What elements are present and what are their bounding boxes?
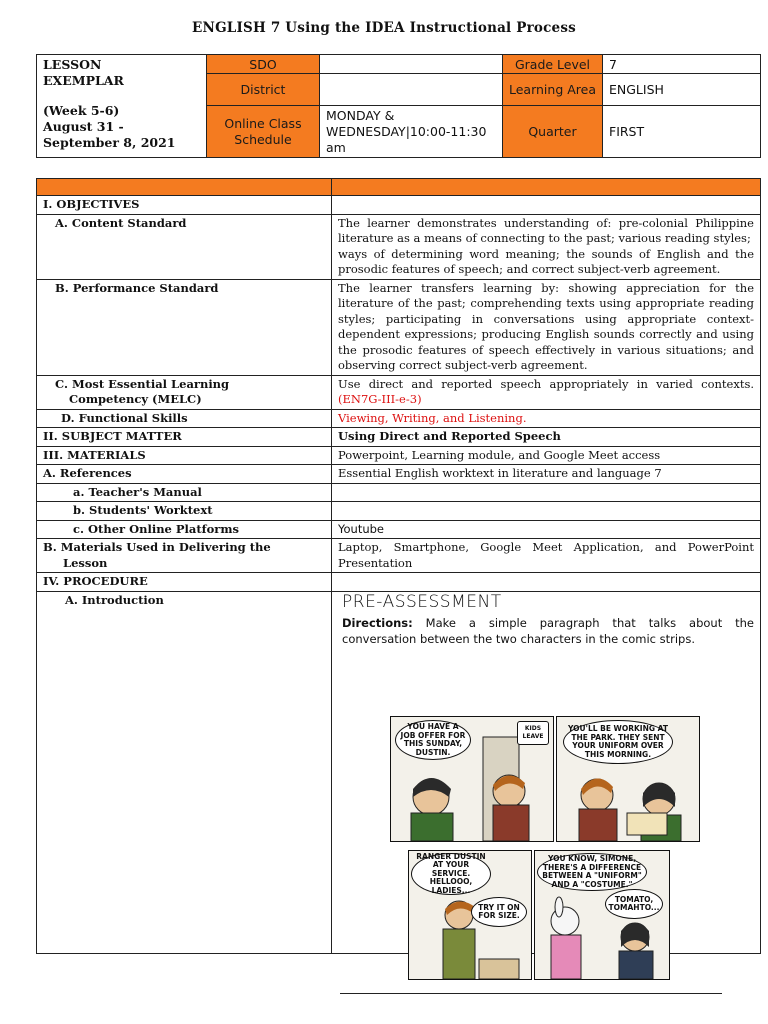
content-standard-text-2: ways of determining word meaning; the sounds of English and the prosodic features of speech; and correct subject-verb agreement. (338, 246, 754, 276)
directions-text: Make a simple paragraph that talks about the conversation between the two characters in the comic strips. (342, 616, 755, 646)
directions-label: Directions: (342, 616, 413, 630)
comic-bubble-4: TRY IT ON FOR SIZE. (471, 897, 527, 927)
table-header-row (37, 179, 761, 196)
delivering-materials-value: Laptop, Smartphone, Google Meet Application, and PowerPoint Presentation (332, 539, 761, 573)
materials-label: III. MATERIALS (37, 446, 332, 465)
table-row (37, 279, 761, 375)
learning-area-label: Learning Area (503, 74, 603, 106)
melc-text: Use direct and reported speech appropriately in varied contexts. (338, 376, 754, 391)
online-platforms-label: c. Other Online Platforms (37, 520, 332, 539)
performance-standard-value: The learner transfers learning by: showing appreciation for the literature of the past; comprehending texts using appropriate reading styles; participating in conversations using appropriate context-dependent expressions; producing English sounds correctly and using the prosodic features of speech effectively in various situations; and observing correct subject-verb agreement. (332, 279, 761, 375)
grade-level-value: 7 (603, 55, 761, 74)
table-row (37, 214, 761, 279)
date-start: August 31 - (43, 119, 124, 134)
grade-level-label: Grade Level (503, 55, 603, 74)
references-label: A. References (37, 465, 332, 484)
document-title: ENGLISH 7 Using the IDEA Instructional Process (192, 20, 576, 36)
table-row (37, 520, 761, 539)
table-row (37, 573, 761, 592)
exemplar-label: EXEMPLAR (43, 73, 124, 88)
header-cell-right (332, 179, 761, 196)
table-row (37, 465, 761, 484)
table-row (37, 483, 761, 502)
comic-bubble-1: YOU HAVE A JOB OFFER FOR THIS SUNDAY, DUSTIN. (395, 720, 471, 760)
delivering-materials-label (37, 539, 332, 573)
pre-assessment-heading: PRE-ASSESSMENT (342, 591, 502, 612)
melc-code: (EN7G-III-e-3) (338, 392, 422, 406)
delivering-label-line2: Lesson (63, 555, 108, 570)
procedure-label: IV. PROCEDURE (37, 573, 332, 592)
comic-panel-4 (534, 850, 670, 980)
introduction-label: A. Introduction (37, 591, 332, 953)
melc-value (332, 375, 761, 409)
subject-matter-value: Using Direct and Reported Speech (332, 428, 761, 447)
students-worktext-value (332, 502, 761, 521)
melc-label-line2: Competency (MELC) (69, 392, 202, 406)
quarter-label: Quarter (503, 106, 603, 158)
procedure-value (332, 573, 761, 592)
online-platforms-value: Youtube (332, 520, 761, 539)
header-cell-left (37, 179, 332, 196)
table-row (37, 446, 761, 465)
comic-bubble-6: TOMATO, TOMAHTO... (605, 889, 663, 919)
table-row (37, 428, 761, 447)
sdo-label: SDO (207, 55, 320, 74)
quarter-value: FIRST (603, 106, 761, 158)
directions (342, 616, 754, 647)
comic-panel-3 (408, 850, 532, 980)
date-end: September 8, 2021 (43, 135, 176, 150)
district-value (320, 74, 503, 106)
comic-logo: KIDS LEAVE (517, 721, 549, 745)
table-row (37, 409, 761, 428)
students-worktext-label: b. Students' Worktext (37, 502, 332, 521)
functional-skills-label: D. Functional Skills (37, 409, 332, 428)
sdo-value (320, 55, 503, 74)
lesson-header-table (36, 54, 761, 158)
comic-panel-2 (556, 716, 700, 842)
comic-panel-1 (390, 716, 554, 842)
objectives-label: I. OBJECTIVES (37, 196, 332, 215)
table-row (37, 375, 761, 409)
schedule-value: MONDAY & WEDNESDAY|10:00-11:30 am (320, 106, 503, 158)
performance-standard-label: B. Performance Standard (37, 279, 332, 375)
functional-skills-value: Viewing, Writing, and Listening. (332, 409, 761, 428)
lesson-exemplar-cell (37, 55, 207, 158)
teachers-manual-label: a. Teacher's Manual (37, 483, 332, 502)
table-row (37, 539, 761, 573)
schedule-label: Online Class Schedule (207, 106, 320, 158)
melc-label (37, 375, 332, 409)
delivering-label-line1: B. Materials Used in Delivering the (43, 540, 271, 554)
table-row (37, 502, 761, 521)
week-label: (Week 5-6) (43, 103, 120, 118)
content-standard-text-1: The learner demonstrates understanding of: pre-colonial Philippine literature as a means of connecting to the past; various reading styles; (338, 215, 754, 245)
content-standard-label: A. Content Standard (37, 214, 332, 279)
comic-bubble-2: YOU'LL BE WORKING AT THE PARK. THEY SENT YOUR UNIFORM OVER THIS MORNING. (563, 720, 673, 764)
learning-area-value: ENGLISH (603, 74, 761, 106)
materials-value: Powerpoint, Learning module, and Google Meet access (332, 446, 761, 465)
objectives-value (332, 196, 761, 215)
melc-label-line1: C. Most Essential Learning (55, 376, 230, 391)
lesson-label: LESSON (43, 57, 102, 72)
district-label: District (207, 74, 320, 106)
teachers-manual-value (332, 483, 761, 502)
comic-bubble-5: YOU KNOW, SIMONE, THERE'S A DIFFERENCE BETWEEN A "UNIFORM" AND A "COSTUME." (537, 853, 647, 891)
table-row (37, 196, 761, 215)
references-value: Essential English worktext in literature and language 7 (332, 465, 761, 484)
subject-matter-label: II. SUBJECT MATTER (37, 428, 332, 447)
comic-bubble-3: RANGER DUSTIN AT YOUR SERVICE. HELLOOO, LADIES... (411, 853, 491, 895)
content-standard-value (332, 214, 761, 279)
answer-blank-line (340, 993, 722, 994)
